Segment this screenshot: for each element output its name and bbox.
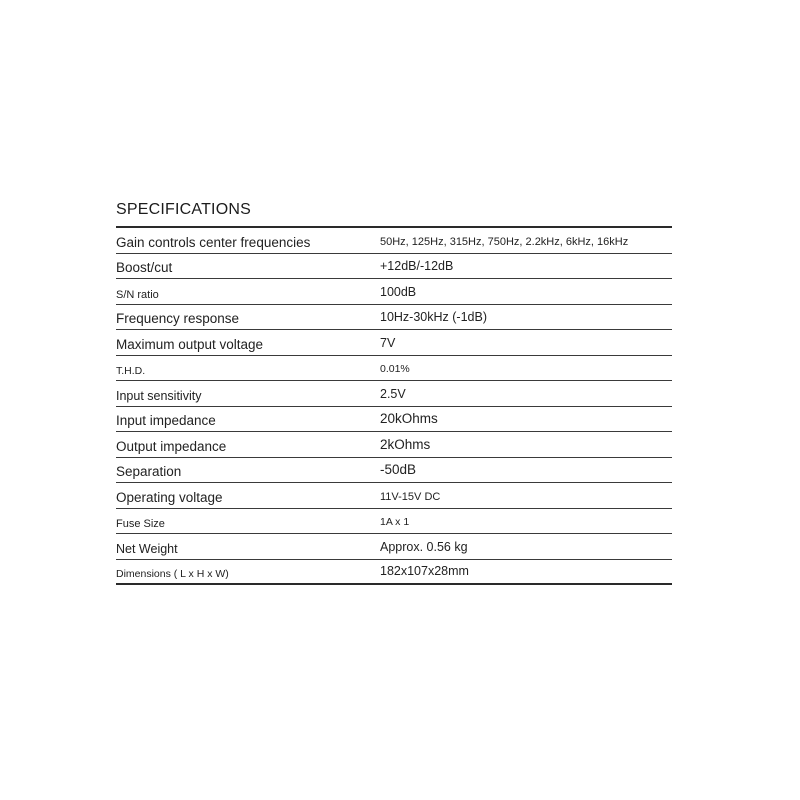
spec-value: -50dB [380, 462, 417, 477]
spec-row-sn-ratio [116, 279, 672, 305]
spec-label: Fuse Size [116, 518, 165, 530]
spec-row-operating-voltage [116, 483, 672, 509]
specifications-section [116, 200, 672, 585]
spec-row-max-output-voltage [116, 330, 672, 356]
spec-table [116, 228, 672, 585]
spec-value: Approx. 0.56 kg [380, 539, 468, 554]
section-title: SPECIFICATIONS [116, 200, 672, 228]
spec-row-input-impedance [116, 407, 672, 433]
spec-row-frequency-response [116, 305, 672, 331]
spec-row-net-weight [116, 534, 672, 560]
spec-row-separation [116, 458, 672, 484]
spec-label: Frequency response [116, 311, 240, 326]
spec-label: Boost/cut [116, 260, 173, 275]
spec-label: Input sensitivity [116, 388, 202, 403]
spec-value: 2kOhms [380, 436, 431, 452]
spec-label: Net Weight [116, 541, 178, 556]
spec-value: 2.5V [380, 386, 406, 401]
spec-value: 10Hz-30kHz (-1dB) [380, 310, 487, 324]
spec-value: 182x107x28mm [380, 564, 469, 578]
spec-row-input-sensitivity [116, 381, 672, 407]
spec-label: Maximum output voltage [116, 336, 264, 352]
spec-row-dimensions [116, 560, 672, 586]
spec-value: 100dB [380, 284, 417, 299]
spec-value: 11V-15V DC [380, 490, 441, 503]
spec-label: Separation [116, 464, 182, 479]
spec-label: Dimensions ( L x H x W) [116, 568, 229, 580]
spec-row-gain-frequencies [116, 228, 672, 254]
spec-label: Gain controls center frequencies [116, 234, 311, 250]
spec-label: S/N ratio [116, 288, 159, 301]
spec-row-output-impedance [116, 432, 672, 458]
spec-label: Operating voltage [116, 489, 223, 505]
spec-value: 0.01% [380, 363, 410, 375]
spec-row-thd [116, 356, 672, 382]
spec-label: Output impedance [116, 438, 227, 454]
spec-value: 1A x 1 [380, 516, 410, 528]
spec-value: 20kOhms [380, 411, 438, 426]
spec-row-boost-cut [116, 254, 672, 280]
spec-value: +12dB/-12dB [380, 259, 454, 273]
spec-label: T.H.D. [116, 365, 146, 377]
spec-label: Input impedance [116, 413, 216, 428]
spec-value: 7V [380, 335, 396, 350]
spec-row-fuse-size [116, 509, 672, 535]
spec-value: 50Hz, 125Hz, 315Hz, 750Hz, 2.2kHz, 6kHz, 16kHz [380, 235, 629, 248]
